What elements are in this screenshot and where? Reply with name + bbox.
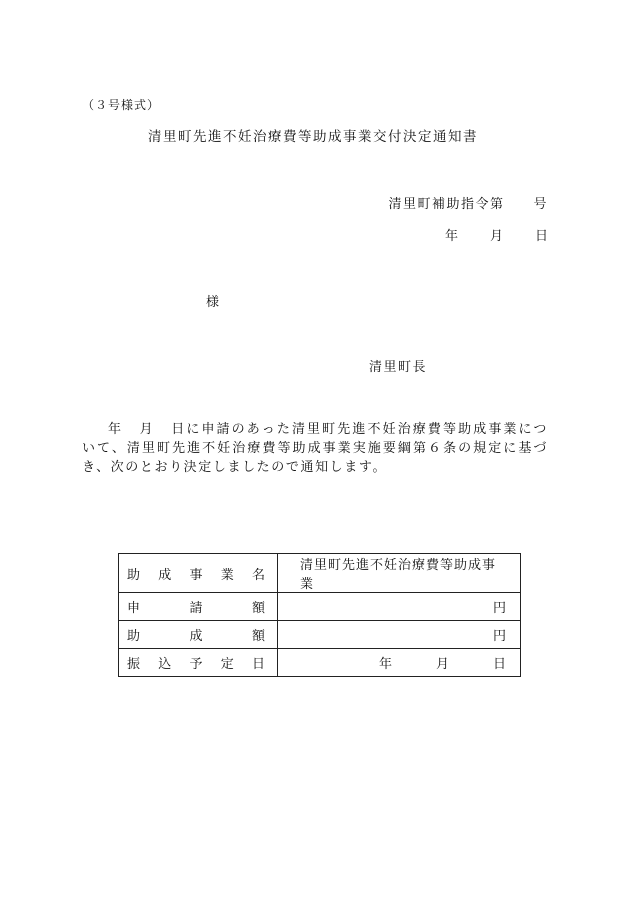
transfer-date-year: 年 — [378, 657, 392, 672]
transfer-date-day: 日 — [492, 657, 506, 672]
form-number: （３号様式） — [82, 98, 161, 112]
table-row — [119, 621, 521, 649]
issuer: 清里町長 — [369, 360, 428, 375]
table-row — [119, 554, 521, 593]
body-paragraph: 日に申請のあった清里町先進不妊治療費等助成事業について、清里町先進不妊治療費等助成事業実施要綱第６条の規定に基づき、次のとおり決定しましたので通知します。 — [82, 422, 548, 475]
recipient-suffix: 様 — [206, 295, 220, 310]
table-row — [119, 649, 521, 677]
row-label — [119, 621, 278, 649]
notice-date-month: 月 — [489, 229, 503, 244]
label-char: 額 — [251, 601, 265, 616]
label-char: 予 — [189, 657, 203, 672]
document-title: 清里町先進不妊治療費等助成事業交付決定通知書 — [148, 129, 478, 145]
table-row — [119, 593, 521, 621]
program-name-value: 清里町先進不妊治療費等助成事業 — [278, 554, 521, 593]
label-char: 成 — [189, 629, 203, 644]
grant-amount-value: 円 — [278, 621, 521, 649]
row-label — [119, 554, 278, 593]
label-char: 定 — [220, 657, 234, 672]
label-char: 事 — [189, 567, 203, 583]
label-char: 込 — [158, 657, 172, 672]
label-char: 請 — [189, 601, 203, 616]
label-char: 助 — [127, 629, 141, 644]
label-char: 振 — [127, 657, 141, 672]
application-amount-value: 円 — [278, 593, 521, 621]
body-year: 年 — [108, 422, 124, 437]
label-char: 日 — [251, 657, 265, 672]
transfer-date-value — [278, 649, 521, 677]
details-table — [118, 553, 521, 677]
body-month: 月 — [139, 422, 155, 437]
label-char: 申 — [127, 601, 141, 616]
notice-date-year: 年 — [444, 229, 458, 244]
label-char: 額 — [251, 629, 265, 644]
row-label — [119, 649, 278, 677]
label-char: 成 — [158, 567, 172, 583]
notice-date-day: 日 — [534, 229, 548, 244]
body-text — [82, 420, 548, 477]
notice-date — [445, 225, 548, 244]
transfer-date-month: 月 — [435, 657, 449, 672]
row-label — [119, 593, 278, 621]
label-char: 名 — [251, 567, 265, 583]
label-char: 業 — [220, 567, 234, 583]
notice-number: 清里町補助指令第 号 — [388, 197, 548, 212]
label-char: 助 — [127, 567, 141, 583]
